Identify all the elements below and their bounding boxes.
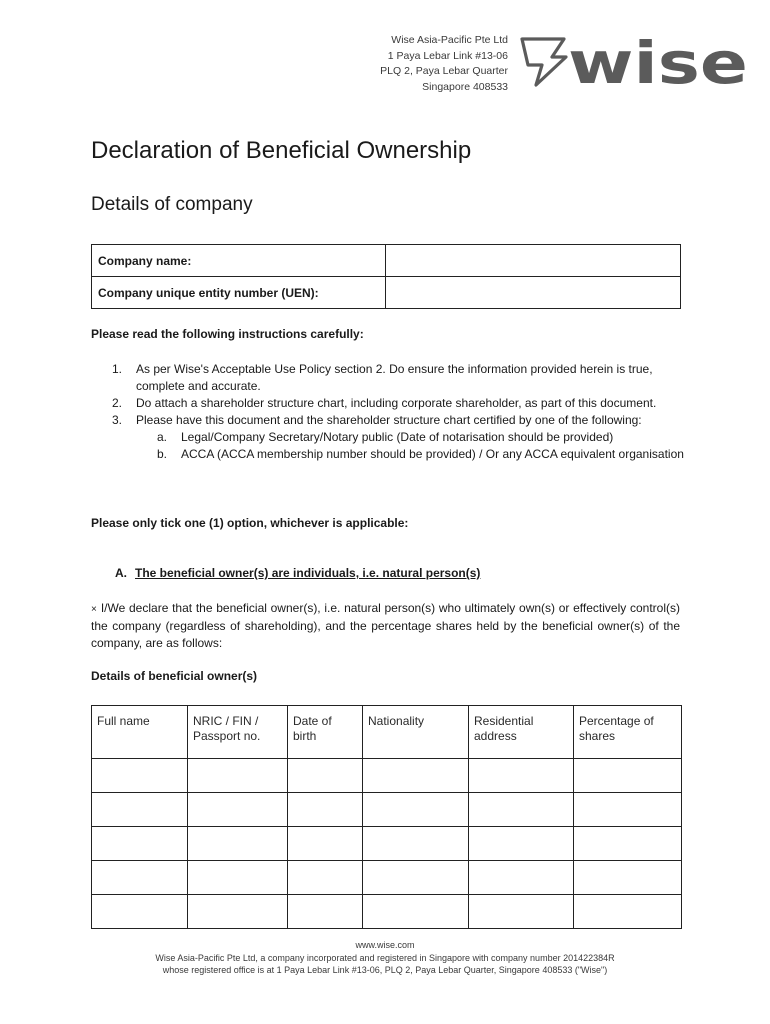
company-name-field[interactable] bbox=[386, 245, 681, 277]
sub-list-letter: b. bbox=[157, 447, 168, 461]
tick-instruction: Please only tick one (1) option, whichever is applicable: bbox=[91, 516, 409, 530]
declaration-paragraph bbox=[91, 600, 680, 652]
page-footer bbox=[0, 939, 770, 977]
column-header: NRIC / FIN / Passport no. bbox=[188, 706, 288, 759]
table-row bbox=[92, 793, 682, 827]
section-subtitle: Details of company bbox=[91, 194, 253, 215]
table-row bbox=[92, 895, 682, 929]
table-cell[interactable] bbox=[288, 827, 363, 861]
list-text: Do attach a shareholder structure chart, including corporate shareholder, as part of this document. bbox=[136, 396, 657, 410]
list-number: 1. bbox=[112, 362, 123, 376]
table-cell[interactable] bbox=[574, 895, 682, 929]
company-details-table bbox=[91, 244, 681, 309]
wise-flag-logo-icon bbox=[522, 39, 566, 85]
table-cell[interactable] bbox=[574, 827, 682, 861]
column-header: Percentage of shares bbox=[574, 706, 682, 759]
table-cell[interactable] bbox=[92, 861, 188, 895]
table-cell[interactable] bbox=[188, 793, 288, 827]
column-header: Date of birth bbox=[288, 706, 363, 759]
column-header: Nationality bbox=[363, 706, 469, 759]
table-header-row bbox=[92, 706, 682, 759]
table-cell[interactable] bbox=[574, 793, 682, 827]
table-cell[interactable] bbox=[188, 861, 288, 895]
table-cell[interactable] bbox=[469, 793, 574, 827]
section-a-heading bbox=[115, 566, 480, 580]
table-cell[interactable] bbox=[92, 759, 188, 793]
table-cell[interactable] bbox=[288, 895, 363, 929]
list-text: As per Wise's Acceptable Use Policy section 2. Do ensure the information provided herein is true, complete and accurate. bbox=[136, 362, 653, 393]
footer-website-link[interactable]: www.wise.com bbox=[355, 940, 415, 950]
table-cell[interactable] bbox=[363, 895, 469, 929]
instructions-heading: Please read the following instructions carefully: bbox=[91, 327, 364, 341]
table-cell[interactable] bbox=[363, 793, 469, 827]
table-cell[interactable] bbox=[188, 827, 288, 861]
table-cell[interactable] bbox=[188, 759, 288, 793]
checkbox-cross-icon[interactable]: × bbox=[91, 604, 97, 615]
owners-table-heading: Details of beneficial owner(s) bbox=[91, 669, 258, 683]
table-cell[interactable] bbox=[92, 827, 188, 861]
column-header: Full name bbox=[92, 706, 188, 759]
company-uen-label: Company unique entity number (UEN): bbox=[92, 277, 386, 309]
column-header: Residential address bbox=[469, 706, 574, 759]
footer-line: whose registered office is at 1 Paya Lebar Link #13-06, PLQ 2, Paya Lebar Quarter, Singapore 408533 ("Wise") bbox=[162, 965, 608, 975]
sub-list-item bbox=[91, 429, 691, 446]
sub-list-text: Legal/Company Secretary/Notary public (Date of notarisation should be provided) bbox=[181, 430, 614, 444]
address-line: 1 Paya Lebar Link #13-06 bbox=[387, 49, 508, 62]
sub-list-item bbox=[91, 446, 691, 463]
table-cell[interactable] bbox=[92, 793, 188, 827]
section-letter: A. bbox=[115, 566, 127, 580]
table-cell[interactable] bbox=[469, 827, 574, 861]
sub-list-text: ACCA (ACCA membership number should be provided) / Or any ACCA equivalent organisation bbox=[181, 447, 684, 461]
page-title: Declaration of Beneficial Ownership bbox=[91, 137, 472, 164]
list-item bbox=[91, 361, 691, 395]
section-title: The beneficial owner(s) are individuals, i.e. natural person(s) bbox=[135, 566, 481, 580]
logo-wordmark: wise bbox=[568, 33, 748, 91]
table-row bbox=[92, 861, 682, 895]
list-text: Please have this document and the shareholder structure chart certified by one of the following: bbox=[136, 413, 642, 427]
address-line: Singapore 408533 bbox=[422, 80, 508, 93]
table-cell[interactable] bbox=[288, 861, 363, 895]
table-cell[interactable] bbox=[469, 759, 574, 793]
table-cell[interactable] bbox=[363, 861, 469, 895]
beneficial-owners-table bbox=[91, 705, 682, 929]
table-cell[interactable] bbox=[574, 861, 682, 895]
address-line: Wise Asia-Pacific Pte Ltd bbox=[391, 34, 508, 46]
table-cell[interactable] bbox=[469, 861, 574, 895]
list-item bbox=[91, 412, 691, 429]
list-number: 2. bbox=[112, 396, 123, 410]
table-cell[interactable] bbox=[363, 827, 469, 861]
company-uen-field[interactable] bbox=[386, 277, 681, 309]
wise-logo bbox=[518, 33, 750, 91]
declaration-text: I/We declare that the beneficial owner(s), i.e. natural person(s) who ultimately own(s) or effectively control(s) the company (regardless of shareholding), and the percentage shares held by the beneficial owner(s) of the company, are as follows: bbox=[91, 601, 680, 650]
table-row bbox=[92, 277, 681, 309]
sub-list-letter: a. bbox=[157, 430, 168, 444]
footer-line: Wise Asia-Pacific Pte Ltd, a company incorporated and registered in Singapore with company number 201422384R bbox=[155, 952, 615, 963]
table-cell[interactable] bbox=[363, 759, 469, 793]
table-cell[interactable] bbox=[188, 895, 288, 929]
list-number: 3. bbox=[112, 413, 123, 427]
table-row bbox=[92, 245, 681, 277]
table-row bbox=[92, 827, 682, 861]
company-address bbox=[380, 33, 508, 95]
list-item bbox=[91, 395, 691, 412]
table-row bbox=[92, 759, 682, 793]
company-name-label: Company name: bbox=[92, 245, 386, 277]
table-cell[interactable] bbox=[92, 895, 188, 929]
address-line: PLQ 2, Paya Lebar Quarter bbox=[380, 65, 508, 77]
instructions-list bbox=[91, 361, 691, 463]
table-cell[interactable] bbox=[469, 895, 574, 929]
table-cell[interactable] bbox=[288, 793, 363, 827]
table-cell[interactable] bbox=[574, 759, 682, 793]
table-cell[interactable] bbox=[288, 759, 363, 793]
